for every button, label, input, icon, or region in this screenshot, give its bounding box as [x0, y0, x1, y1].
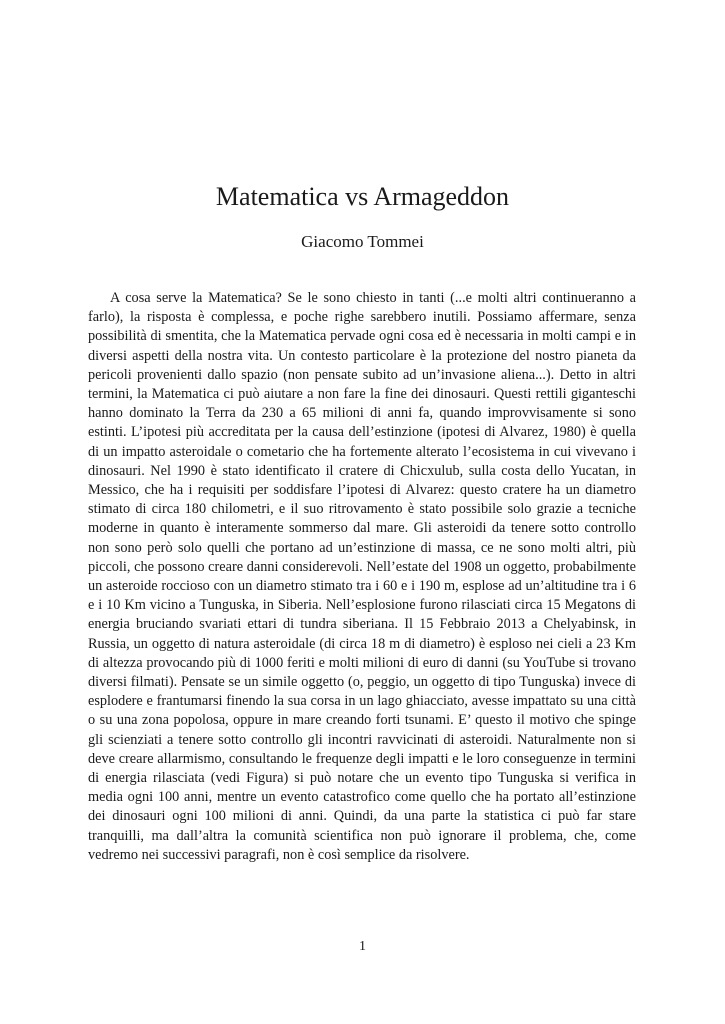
document-title: Matematica vs Armageddon [215, 182, 510, 211]
document-author: Giacomo Tommei [301, 232, 424, 251]
body-paragraph: A cosa serve la Matematica? Se le sono chiesto in tanti (...e molti altri continueranno a farlo), la risposta è complessa, e poche righe sarebbero inutili. Possiamo affermare, senza possibilità di smentita, che la Matematica pervade ogni cosa ed è necessaria in molti campi e in diversi aspetti della nostra vita. Un contesto particolare è la protezione del nostro pianeta da pericoli provenienti dallo spazio (non pensate subito ad un’invasione aliena...). Detto in altri termini, la Matematica ci può aiutare a non fare la fine dei dinosauri. Questi rettili giganteschi hanno dominato la Terra da 230 a 65 milioni di anni fa, quando improvvisamente si sono estinti. L’ipotesi più accreditata per la causa dell’estinzione (ipotesi di Alvarez, 1980) è quella di un impatto asteroidale o cometario che ha fortemente alterato l’ecosistema in cui vivevano i dinosauri. Nel 1990 è stato identificato il cratere di Chicxulub, sulla costa dello Yucatan, in Messico, che ha i requisiti per soddisfare l’ipotesi di Alvarez: questo cratere ha un diametro stimato di circa 180 chilometri, e il suo ritrovamento è stato possibile solo grazie a tecniche moderne in quanto è interamente sommerso dal mare. Gli asteroidi da tenere sotto controllo non sono però solo quelli che portano ad un’estinzione di massa, ce ne sono molti altri, più piccoli, che possono creare danni considerevoli. Nell’estate del 1908 un oggetto, probabilmente un asteroide roccioso con un diametro stimato tra i 60 e i 190 m, esplose ad un’altitudine tra i 6 e i 10 Km vicino a Tunguska, in Siberia. Nell’esplosione furono rilasciati circa 15 Megatons di energia bruciando svariati ettari di tundra siberiana. Il 15 Febbraio 2013 a Chelyabinsk, in Russia, un oggetto di natura asteroidale (di circa 18 m di diametro) è esploso nei cieli a 23 Km di altezza provocando più di 1000 feriti e molti milioni di euro di danni (su YouTube si trovano diversi filmati). Pensate se un simile oggetto (o, peggio, un oggetto di tipo Tunguska) invece di esplodere e frantumarsi finendo la sua corsa in un lago ghiacciato, avesse impattato su una città o su una zona popolosa, oppure in mare creando forti tsunami. E’ questo il motivo che spinge gli scienziati a tenere sotto controllo gli incontri ravvicinati di asteroidi. Naturalmente non si deve creare allarmismo, consultando le frequenze degli impatti e le loro conseguenze in termini di energia rilasciata (vedi Figura) si può notare che un evento tipo Tunguska si verifica in media ogni 100 anni, mentre un evento catastrofico come quello che ha portato all’estinzione dei dinosauri ogni 100 milioni di anni. Quindi, da una parte la statistica ci può far stare tranquilli, ma dall’altra la comunità scientifica non può ignorare il problema, che, come vedremo nei successivi paragrafi, non è così semplice da risolvere. [88, 290, 636, 863]
page-number: 1 [359, 939, 366, 954]
